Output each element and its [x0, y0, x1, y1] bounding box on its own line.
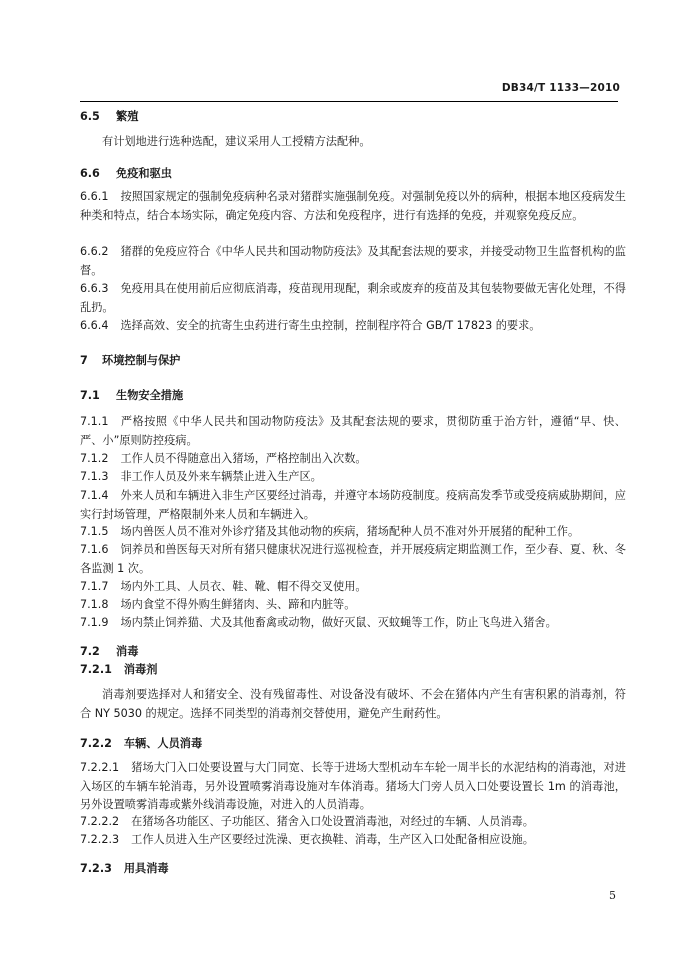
heading-number: 6.6: [80, 167, 100, 180]
heading-number: 7.2.1: [80, 663, 112, 676]
clause-text: 严格按照《中华人民共和国动物防疫法》及其配套法规的要求，贯彻防重于治方针，遵循“早、快、严、小”原则防控疫病。: [80, 415, 626, 447]
clause-7-1-4: [80, 487, 626, 524]
paragraph-7-2-1: 消毒剂要选择对人和猪安全、没有残留毒性、对设备没有破坏、不会在猪体内产生有害积累的消毒剂，符合 NY 5030 的规定。选择不同类型的消毒剂交替使用，避免产生耐药性。: [80, 688, 626, 720]
heading-7-2-2: [80, 735, 626, 754]
clause-number: 7.1.9: [80, 616, 109, 629]
heading-title: 繁殖: [116, 110, 139, 123]
clause-text: 在猪场各功能区、子功能区、猪舍入口处设置消毒池，对经过的车辆、人员消毒。: [131, 815, 534, 828]
clause-number: 7.1.4: [80, 489, 109, 502]
header-rule: [80, 101, 618, 102]
clause-text: 猪群的免疫应符合《中华人民共和国动物防疫法》及其配套法规的要求，并接受动物卫生监督机构的监督。: [80, 245, 626, 277]
heading-7: [80, 352, 626, 371]
heading-number: 7.2.3: [80, 862, 112, 875]
heading-number: 7.2: [80, 645, 100, 658]
heading-number: 6.5: [80, 110, 100, 123]
clause-6-6-2: [80, 243, 626, 280]
heading-7-2-1: [80, 661, 626, 680]
clause-text: 工作人员进入生产区要经过洗澡、更衣换鞋、消毒，生产区入口处配备相应设施。: [131, 833, 534, 846]
clause-number: 7.1.7: [80, 580, 109, 593]
clause-6-6-1: [80, 188, 626, 225]
clause-number: 7.1.8: [80, 598, 109, 611]
clause-text: 选择高效、安全的抗寄生虫药进行寄生虫控制，控制程序符合 GB/T 17823 的要求。: [120, 319, 541, 332]
heading-title: 消毒剂: [123, 663, 158, 676]
clause-number: 7.2.2.3: [80, 833, 120, 846]
clause-text: 免疫用具在使用前后应彻底消毒，疫苗现用现配，剩余或废弃的疫苗及其包装物要做无害化处理，不得乱扔。: [80, 282, 626, 314]
heading-title: 消毒: [116, 645, 139, 658]
clause-6-6-3: [80, 280, 626, 317]
clause-7-1-7: [80, 578, 626, 597]
clause-number: 7.1.5: [80, 525, 109, 538]
paragraph-6-5: 有计划地进行选种选配，建议采用人工授精方法配种。: [102, 135, 371, 148]
clause-text: 外来人员和车辆进入非生产区要经过消毒，并遵守本场防疫制度。疫病高发季节或受疫病威胁期间，应实行封场管理，严格限制外来人员和车辆进入。: [80, 489, 626, 521]
clause-number: 6.6.4: [80, 319, 109, 332]
clause-7-1-9: [80, 614, 626, 633]
clause-text: 场内禁止饲养猫、犬及其他畜禽或动物，做好灭鼠、灭蚊蝇等工作，防止飞鸟进入猪舍。: [120, 616, 557, 629]
clause-number: 7.1.2: [80, 452, 109, 465]
clause-number: 6.6.1: [80, 190, 109, 203]
heading-title: 生物安全措施: [116, 389, 184, 402]
heading-number: 7.2.2: [80, 737, 112, 750]
clause-number: 7.1.3: [80, 470, 109, 483]
clause-text: 非工作人员及外来车辆禁止进入生产区。: [120, 470, 322, 483]
page-number: 5: [609, 889, 616, 902]
heading-title: 用具消毒: [123, 862, 169, 875]
heading-title: 车辆、人员消毒: [123, 737, 203, 750]
clause-7-1-1: [80, 413, 626, 450]
heading-7-2: [80, 643, 626, 662]
heading-number: 7: [80, 354, 88, 367]
clause-7-2-2-2: [80, 813, 626, 832]
clause-7-1-3: [80, 468, 626, 487]
heading-title: 免疫和驱虫: [116, 167, 172, 180]
heading-7-1: [80, 387, 626, 406]
clause-text: 按照国家规定的强制免疫病种名录对猪群实施强制免疫。对强制免疫以外的病种，根据本地区疫病发生种类和特点，结合本场实际，确定免疫内容、方法和免疫程序，进行有选择的免疫，并观察免疫反应。: [80, 190, 626, 222]
heading-6-5: [80, 108, 626, 127]
clause-7-2-2-1: [80, 759, 626, 815]
clause-text: 工作人员不得随意出入猪场，严格控制出入次数。: [120, 452, 367, 465]
clause-number: 7.2.2.1: [80, 761, 120, 774]
clause-7-1-5: [80, 523, 626, 542]
clause-7-1-8: [80, 596, 626, 615]
clause-text: 场内外工具、人员衣、鞋、靴、帽不得交叉使用。: [120, 580, 367, 593]
clause-6-6-4: [80, 317, 626, 336]
clause-text: 猪场大门入口处要设置与大门同宽、长等于进场大型机动车车轮一周半长的水泥结构的消毒池，对进入场区的车辆车轮消毒，另外设置喷雾消毒设施对车体消毒。猪场大门旁人员入口处要设置长 1m 的消毒池，另外设置喷雾消毒或紫外线消毒设施，对进入的人员消毒。: [80, 761, 626, 811]
clause-number: 7.1.1: [80, 415, 109, 428]
clause-text: 场内兽医人员不准对外诊疗猪及其他动物的疾病，猪场配种人员不准对外开展猪的配种工作。: [120, 525, 580, 538]
clause-number: 6.6.3: [80, 282, 109, 295]
document-code: DB34/T 1133—2010: [501, 82, 620, 94]
clause-number: 7.1.6: [80, 543, 109, 556]
clause-text: 场内食堂不得外购生鲜猪肉、头、蹄和内脏等。: [120, 598, 356, 611]
clause-7-2-2-3: [80, 831, 626, 850]
clause-7-1-2: [80, 450, 626, 469]
clause-number: 7.2.2.2: [80, 815, 120, 828]
clause-number: 6.6.2: [80, 245, 109, 258]
heading-7-2-3: [80, 860, 626, 879]
heading-number: 7.1: [80, 389, 100, 402]
clause-7-1-6: [80, 541, 626, 578]
clause-text: 饲养员和兽医每天对所有猪只健康状况进行巡视检查，并开展疫病定期监测工作，至少春、夏、秋、冬各监测 1 次。: [80, 543, 626, 575]
heading-title: 环境控制与保护: [102, 354, 181, 367]
heading-6-6: [80, 165, 626, 184]
